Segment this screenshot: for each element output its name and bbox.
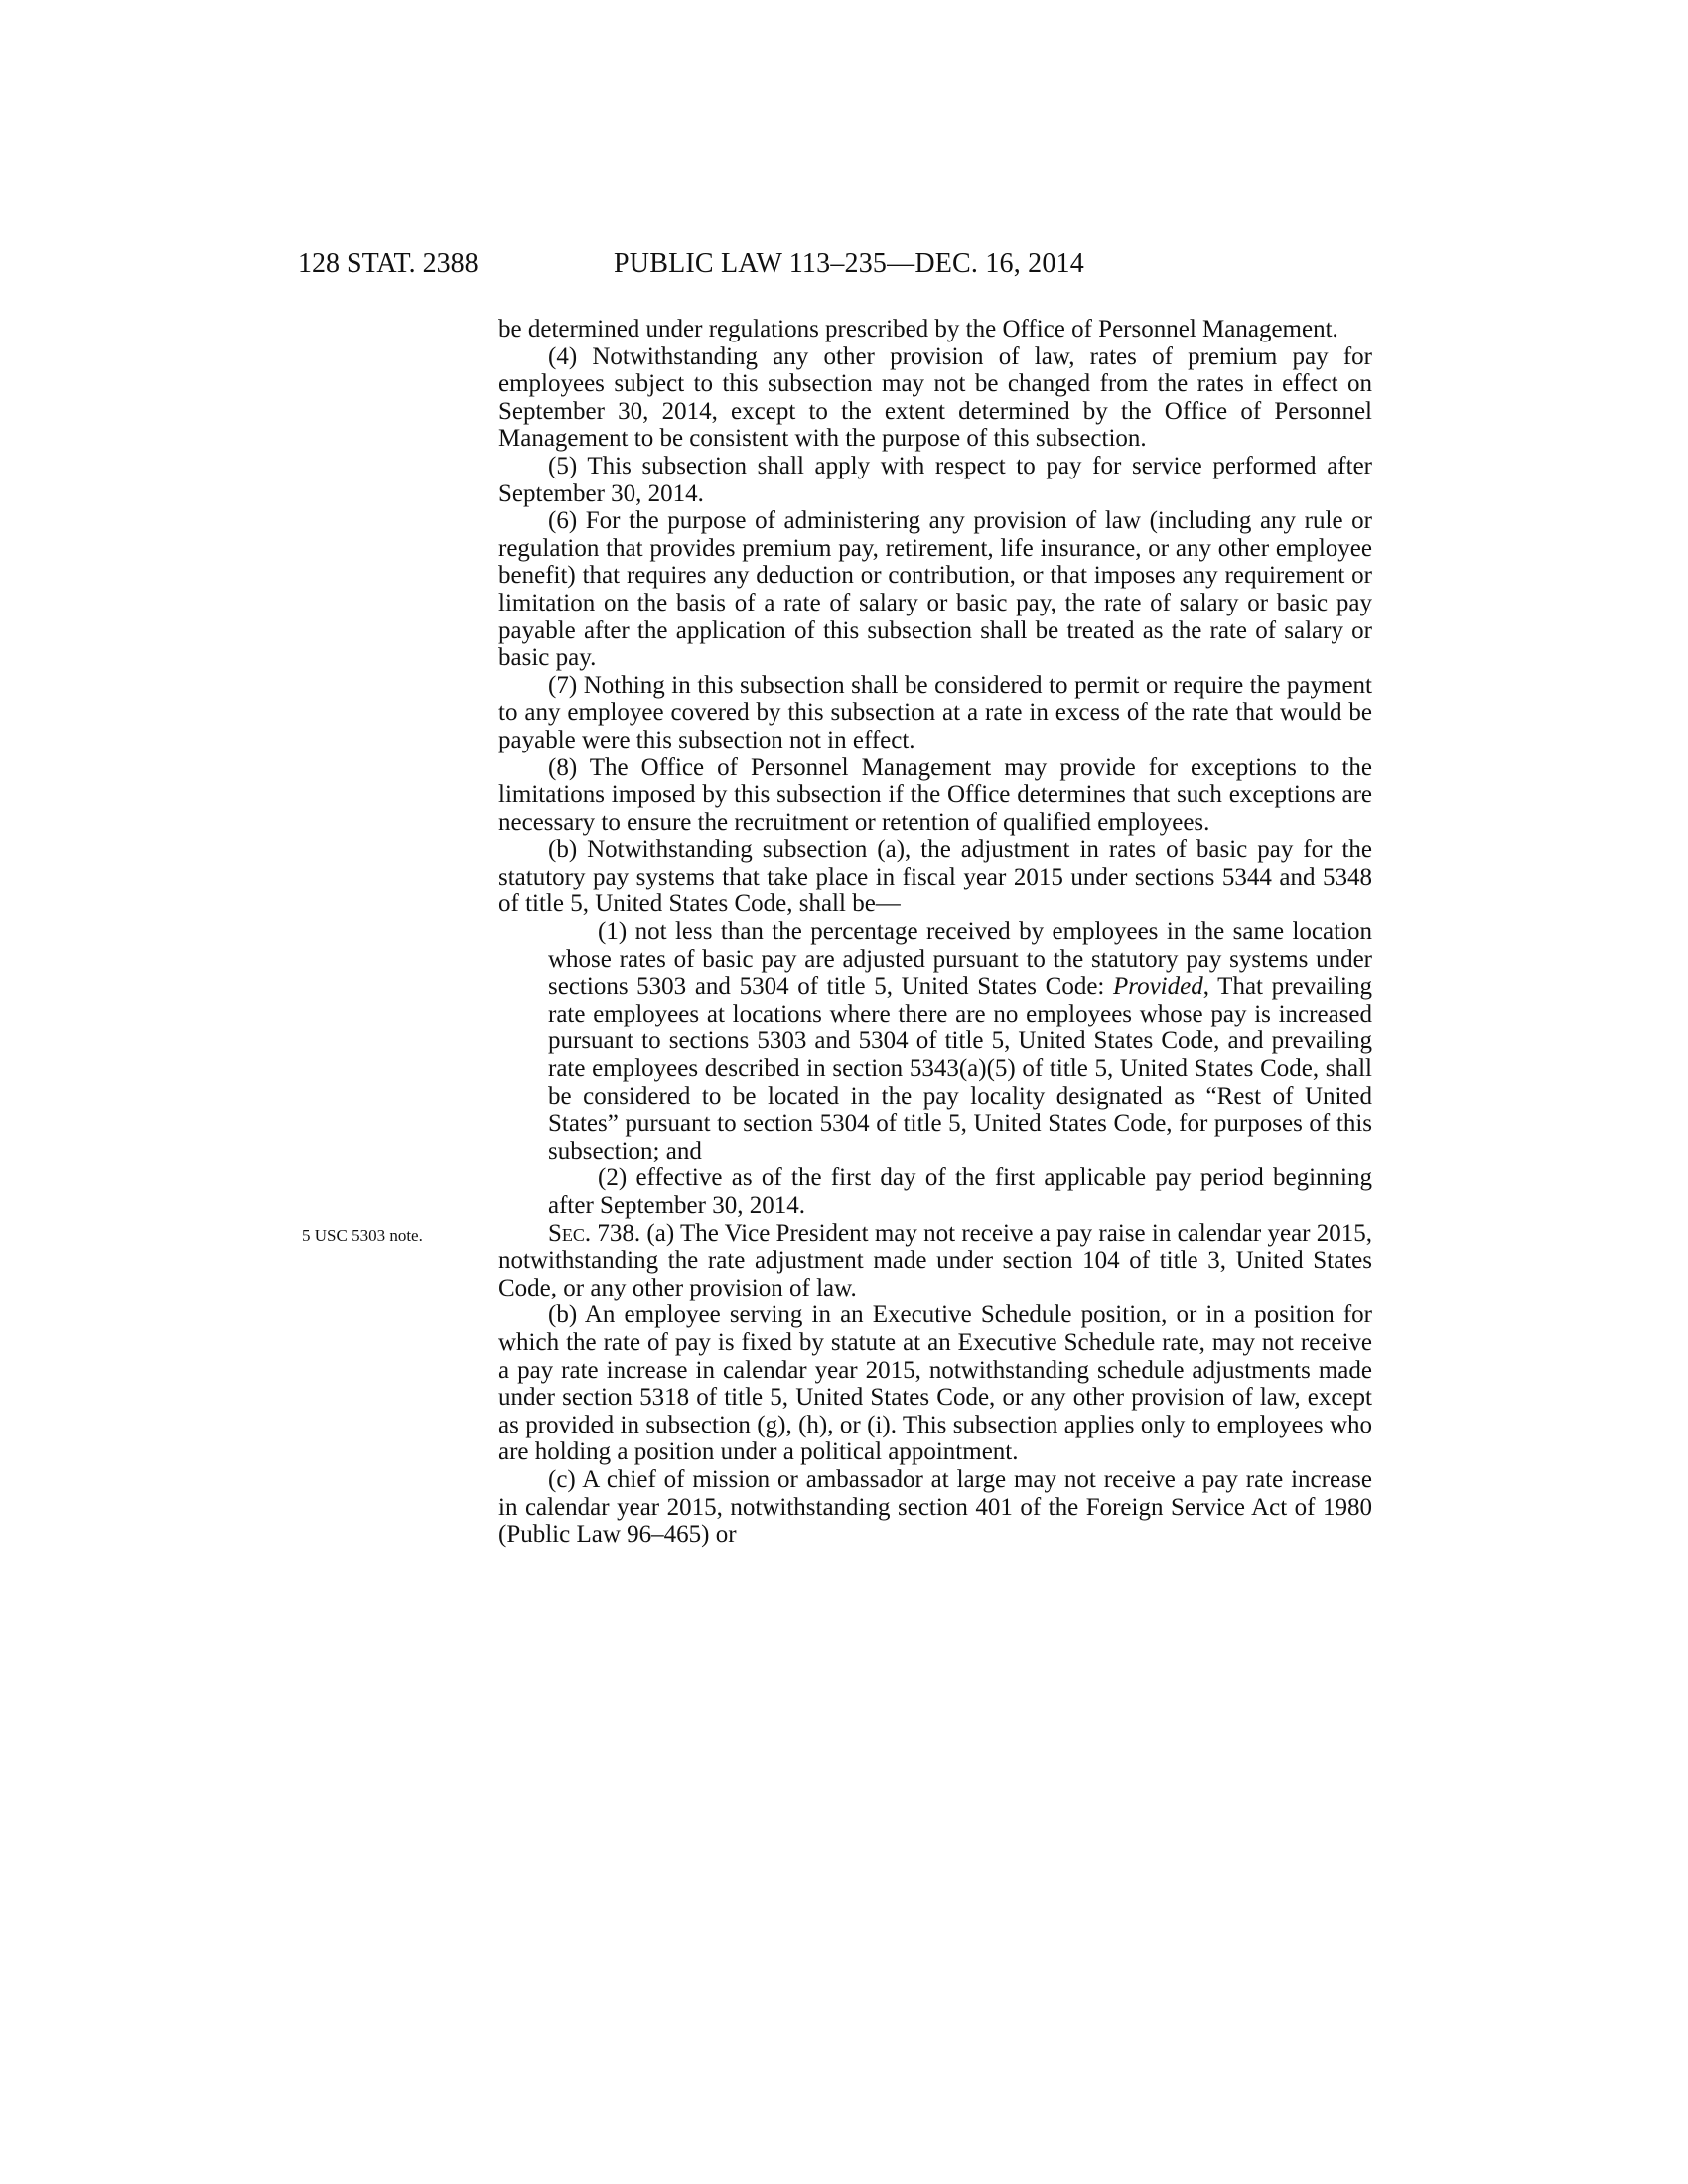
document-body: [302, 316, 1372, 1549]
item-1-text-a: (1) not less than the percentage received by employees in the same location whose rates of basic pay are adjusted pursuant to the statutory pay systems under sections 5303 and 5304 of title 5, United States Code:: [548, 918, 1372, 1001]
subsection-b-item-2: (2) effective as of the first day of the first applicable pay period beginning after September 30, 2014.: [548, 1164, 1372, 1219]
paragraph-7: (7) Nothing in this subsection shall be considered to permit or require the payment to any employee covered by this subsection at a rate in excess of the rate that would be payable were this subsection not in effect.: [498, 671, 1372, 753]
paragraph-6: (6) For the purpose of administering any provision of law (including any rule or regulation that provides premium pay, retirement, life insurance, or any other employee benefit) that requires any deduction or contribution, or that imposes any requirement or limitation on the basis of a rate of salary or basic pay, the rate of salary or basic pay payable after the application of this subsection shall be treated as the rate of salary or basic pay.: [498, 507, 1372, 672]
margin-note: 5 USC 5303 note.: [302, 1225, 423, 1245]
public-law-title: PUBLIC LAW 113–235—DEC. 16, 2014: [614, 248, 1084, 279]
paragraph-continuation: be determined under regulations prescribed by the Office of Personnel Management.: [498, 316, 1338, 342]
item-1-text-b: , That prevailing rate employees at locations where there are no employees whose pay is increased pursuant to sections 5303 and 5304 of title 5, United States Code, and prevailing rate employees described in section 5343(a)(5) of title 5, United States Code, shall be considered to be located in the pay locality designated as “Rest of United States” pursuant to section 5304 of title 5, United States Code, for purposes of this subsection; and: [548, 973, 1372, 1164]
section-738-a-text: (a) The Vice President may not receive a pay raise in calendar year 2015, notwithstanding the rate adjustment made under section 104 of title 3, United States Code, or any other provision of law.: [498, 1219, 1372, 1301]
section-label: Sec. 738.: [548, 1219, 641, 1247]
paragraph-5: (5) This subsection shall apply with respect to pay for service performed after September 30, 2014.: [498, 452, 1372, 507]
page-header: [298, 248, 1390, 288]
section-738-a: [302, 1219, 1372, 1302]
subsection-b: (b) Notwithstanding subsection (a), the adjustment in rates of basic pay for the statutory pay systems that take place in fiscal year 2015 under sections 5344 and 5348 of title 5, United States Code, shall be—: [498, 836, 1372, 918]
subsection-b-item-1: [498, 918, 1372, 1164]
section-738-c: (c) A chief of mission or ambassador at large may not receive a pay rate increase in calendar year 2015, notwithstanding section 401 of the Foreign Service Act of 1980 (Public Law 96–465) or: [498, 1465, 1372, 1549]
provided-italic: Provided: [1113, 973, 1203, 1001]
statute-page-number: 128 STAT. 2388: [298, 248, 479, 279]
paragraph-4: (4) Notwithstanding any other provision of law, rates of premium pay for employees subject to this subsection may not be changed from the rates in effect on September 30, 2014, except to the extent determined by the Office of Personnel Management to be consistent with the purpose of this subsection.: [498, 342, 1372, 453]
section-738-b: (b) An employee serving in an Executive Schedule position, or in a position for which the rate of pay is fixed by statute at an Executive Schedule rate, may not receive a pay rate increase in calendar year 2015, notwithstanding schedule adjustments made under section 5318 of title 5, United States Code, or any other provision of law, except as provided in subsection (g), (h), or (i). This subsection applies only to employees who are holding a position under a political appointment.: [498, 1301, 1372, 1466]
paragraph-8: (8) The Office of Personnel Management may provide for exceptions to the limitations imposed by this subsection if the Office determines that such exceptions are necessary to ensure the recruitment or retention of qualified employees.: [498, 753, 1372, 836]
